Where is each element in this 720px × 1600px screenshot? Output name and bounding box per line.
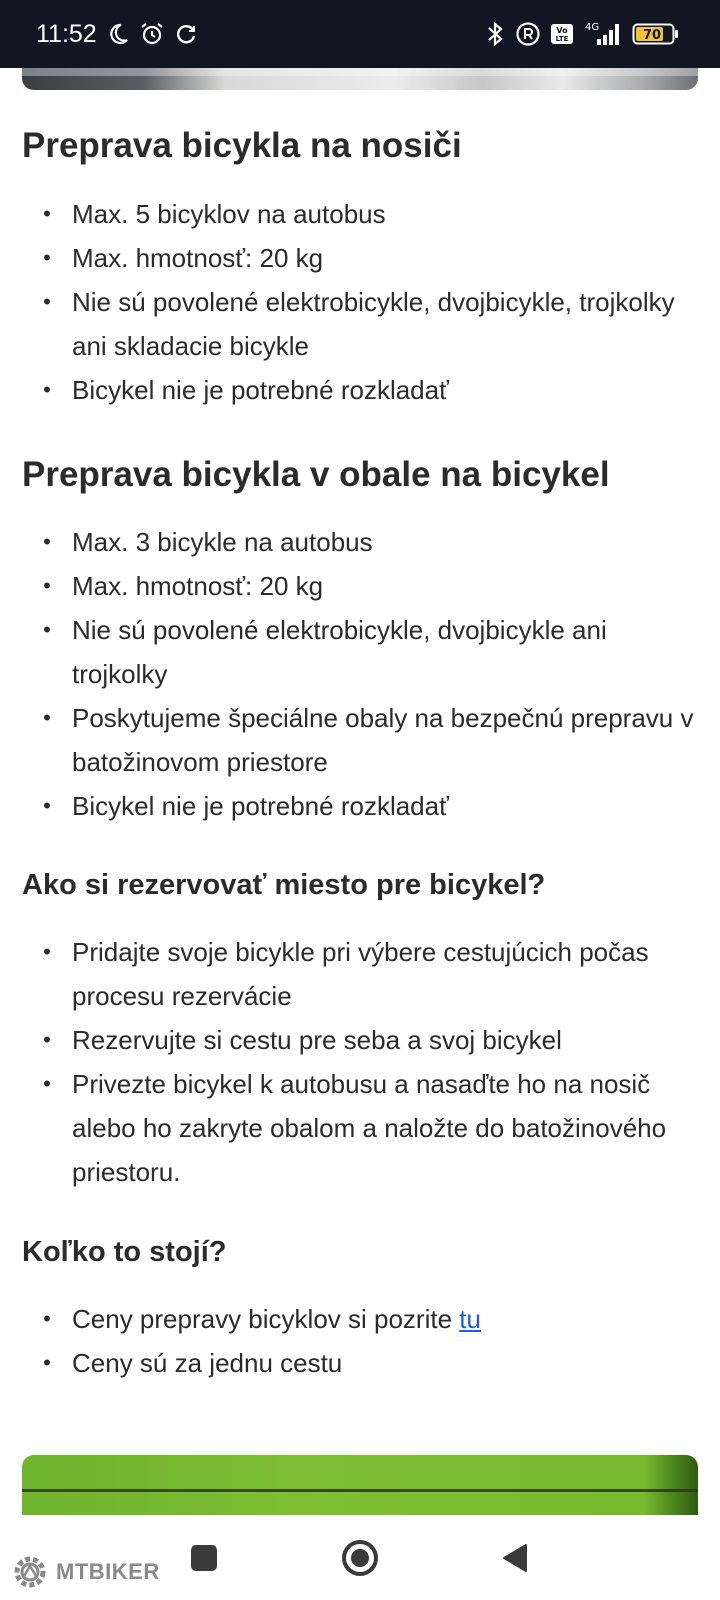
home-circle-icon bbox=[340, 1538, 380, 1578]
bullet: • bbox=[43, 1027, 51, 1052]
bullet: • bbox=[43, 1071, 51, 1096]
bullet: • bbox=[43, 289, 51, 314]
list-item-text: Bicykel nie je potrebné rozkladať bbox=[72, 375, 449, 405]
list-item-text: Max. 3 bicykle na autobus bbox=[72, 527, 373, 557]
list-rezervacia bbox=[22, 930, 698, 1194]
bullet: • bbox=[43, 573, 51, 598]
hero-image bbox=[22, 68, 698, 90]
list-item bbox=[22, 1062, 698, 1194]
list-item-text: Poskytujeme špeciálne obaly na bezpečnú prepravu v batožinovom priestore bbox=[72, 703, 694, 777]
list-item bbox=[22, 192, 698, 236]
registered-icon bbox=[515, 21, 541, 47]
back-triangle-icon bbox=[500, 1542, 530, 1574]
battery-icon bbox=[632, 22, 680, 46]
list-item-text: Max. hmotnosť: 20 kg bbox=[72, 571, 324, 601]
bluetooth-icon bbox=[484, 21, 506, 47]
list-item-text: Rezervujte si cestu pre seba a svoj bicykel bbox=[72, 1025, 562, 1055]
status-right bbox=[484, 20, 680, 48]
status-left bbox=[36, 20, 199, 49]
list-item-text: Max. 5 bicyklov na autobus bbox=[72, 199, 386, 229]
recents-button[interactable] bbox=[179, 1533, 229, 1583]
watermark bbox=[10, 1552, 160, 1592]
list-item-text: Max. hmotnosť: 20 kg bbox=[72, 243, 324, 273]
list-item-text: Bicykel nie je potrebné rozkladať bbox=[72, 791, 449, 821]
signal-icon bbox=[583, 20, 623, 48]
svg-text:LTE: LTE bbox=[555, 35, 569, 43]
bullet: • bbox=[43, 1350, 51, 1375]
list-item bbox=[22, 280, 698, 368]
bullet: • bbox=[43, 939, 51, 964]
list-item bbox=[22, 784, 698, 828]
list-item bbox=[22, 1297, 698, 1341]
bullet: • bbox=[43, 617, 51, 642]
list-item bbox=[22, 696, 698, 784]
network-label: 4G bbox=[585, 22, 600, 33]
volte-icon bbox=[550, 23, 574, 45]
bullet: • bbox=[43, 377, 51, 402]
list-item-text: Nie sú povolené elektrobicykle, dvojbicykle ani trojkolky bbox=[72, 615, 607, 689]
list-item-text: Ceny prepravy bicyklov si pozrite bbox=[72, 1304, 460, 1334]
watermark-text: MTBIKER bbox=[56, 1559, 160, 1584]
battery-level: 70 bbox=[642, 28, 662, 43]
gear-logo-icon bbox=[10, 1552, 50, 1592]
status-time: 11:52 bbox=[36, 19, 97, 48]
list-item bbox=[22, 1341, 698, 1385]
list-item-text: Pridajte svoje bicykle pri výbere cestujúcich počas procesu rezervácie bbox=[72, 937, 649, 1011]
back-button[interactable] bbox=[490, 1533, 540, 1583]
section-title-cena: Koľko to stojí? bbox=[22, 1236, 227, 1268]
list-item bbox=[22, 930, 698, 1018]
list-nosic bbox=[22, 192, 698, 412]
list-item bbox=[22, 368, 698, 412]
section-title-rezervacia: Ako si rezervovať miesto pre bicykel? bbox=[22, 869, 546, 901]
list-item bbox=[22, 1018, 698, 1062]
promo-banner[interactable] bbox=[22, 1455, 698, 1515]
list-item-text: Ceny sú za jednu cestu bbox=[72, 1348, 343, 1378]
svg-text:Vo: Vo bbox=[556, 26, 568, 35]
price-link[interactable]: tu bbox=[459, 1304, 481, 1334]
bullet: • bbox=[43, 705, 51, 730]
home-button[interactable] bbox=[335, 1533, 385, 1583]
section-title-obal: Preprava bicykla v obale na bicykel bbox=[22, 455, 610, 494]
list-item bbox=[22, 520, 698, 564]
section-title-nosic: Preprava bicykla na nosiči bbox=[22, 126, 462, 165]
list-cena bbox=[22, 1297, 698, 1385]
bullet: • bbox=[43, 529, 51, 554]
list-item-text: Privezte bicykel k autobusu a nasaďte ho na nosič alebo ho zakryte obalom a naložte do batožinového priestoru. bbox=[72, 1069, 667, 1187]
banner-divider bbox=[22, 1489, 698, 1492]
moon-icon bbox=[105, 21, 131, 47]
list-obal bbox=[22, 520, 698, 828]
bullet: • bbox=[43, 245, 51, 270]
bullet: • bbox=[43, 793, 51, 818]
alarm-icon bbox=[139, 21, 165, 47]
bullet: • bbox=[43, 1306, 51, 1331]
bullet: • bbox=[43, 201, 51, 226]
list-item bbox=[22, 564, 698, 608]
status-bar bbox=[0, 0, 720, 68]
list-item bbox=[22, 236, 698, 280]
sync-icon bbox=[173, 21, 199, 47]
list-item-text: Nie sú povolené elektrobicykle, dvojbicykle, trojkolky ani skladacie bicykle bbox=[72, 287, 675, 361]
square-icon bbox=[189, 1543, 219, 1573]
list-item bbox=[22, 608, 698, 696]
